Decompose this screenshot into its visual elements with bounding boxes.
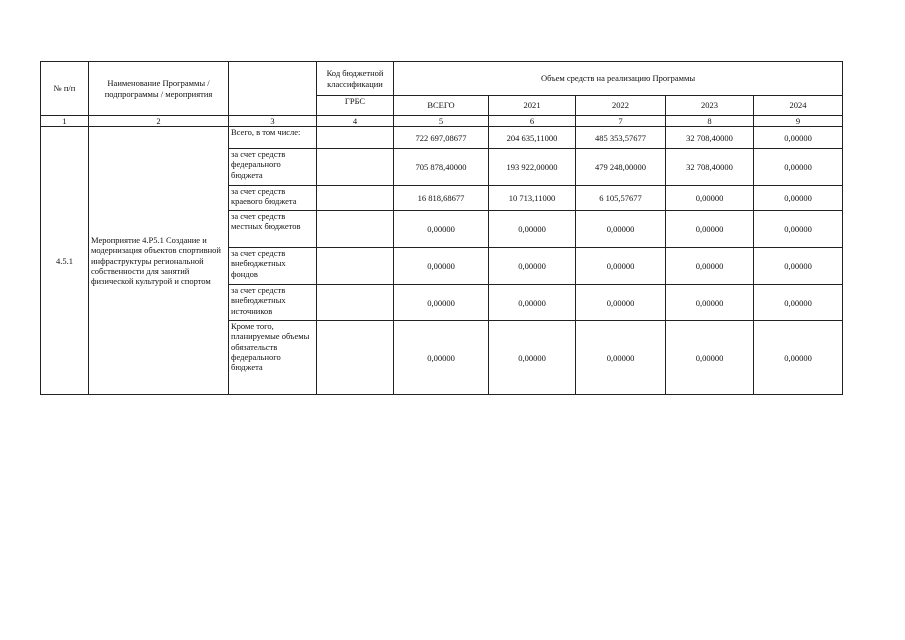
index-cell: 7 — [576, 116, 666, 127]
header-num: № п/п — [41, 62, 89, 116]
index-cell: 2 — [89, 116, 229, 127]
table-row — [41, 127, 843, 149]
row-label: за счет средств федерального бюджета — [229, 149, 317, 186]
row-2021: 0,00000 — [489, 321, 576, 395]
header-grbs: ГРБС — [317, 96, 394, 116]
row-2022: 0,00000 — [576, 321, 666, 395]
row-label: Всего, в том числе: — [229, 127, 317, 149]
row-total: 0,00000 — [394, 248, 489, 285]
row-2021: 10 713,11000 — [489, 186, 576, 211]
row-total: 0,00000 — [394, 285, 489, 321]
row-grbs — [317, 127, 394, 149]
row-2024: 0,00000 — [754, 127, 843, 149]
row-2022: 0,00000 — [576, 285, 666, 321]
row-2021: 0,00000 — [489, 211, 576, 248]
header-year-2024: 2024 — [754, 96, 843, 116]
row-2021: 0,00000 — [489, 248, 576, 285]
row-2024: 0,00000 — [754, 211, 843, 248]
row-2023: 0,00000 — [666, 321, 754, 395]
row-2022: 479 248,00000 — [576, 149, 666, 186]
row-2021: 193 922,00000 — [489, 149, 576, 186]
row-2024: 0,00000 — [754, 186, 843, 211]
header-volume: Объем средств на реализацию Программы — [394, 62, 843, 96]
item-name: Мероприятие 4.Р5.1 Создание и модернизация объектов спортивной инфраструктуры региональной собственности для занятий физической культурой и спортом — [89, 127, 229, 395]
row-2024: 0,00000 — [754, 248, 843, 285]
row-2023: 0,00000 — [666, 248, 754, 285]
row-label: за счет средств местных бюджетов — [229, 211, 317, 248]
index-cell: 5 — [394, 116, 489, 127]
header-year-2022: 2022 — [576, 96, 666, 116]
row-grbs — [317, 211, 394, 248]
header-row-1 — [41, 62, 843, 96]
row-label: за счет средств внебюджетных источников — [229, 285, 317, 321]
header-year-2021: 2021 — [489, 96, 576, 116]
row-2022: 0,00000 — [576, 211, 666, 248]
budget-table — [40, 61, 843, 395]
row-grbs — [317, 186, 394, 211]
index-cell: 6 — [489, 116, 576, 127]
row-2024: 0,00000 — [754, 149, 843, 186]
row-2024: 0,00000 — [754, 321, 843, 395]
row-total: 16 818,68677 — [394, 186, 489, 211]
row-total: 722 697,08677 — [394, 127, 489, 149]
row-2022: 6 105,57677 — [576, 186, 666, 211]
index-row — [41, 116, 843, 127]
row-2023: 0,00000 — [666, 211, 754, 248]
row-total: 705 878,40000 — [394, 149, 489, 186]
row-2023: 32 708,40000 — [666, 127, 754, 149]
row-total: 0,00000 — [394, 211, 489, 248]
index-cell: 1 — [41, 116, 89, 127]
item-number: 4.5.1 — [41, 127, 89, 395]
row-2022: 485 353,57677 — [576, 127, 666, 149]
header-empty — [229, 62, 317, 116]
row-total: 0,00000 — [394, 321, 489, 395]
header-name: Наименование Программы / подпрограммы / мероприятия — [89, 62, 229, 116]
row-grbs — [317, 248, 394, 285]
row-grbs — [317, 321, 394, 395]
row-label: за счет средств краевого бюджета — [229, 186, 317, 211]
row-grbs — [317, 285, 394, 321]
index-cell: 9 — [754, 116, 843, 127]
row-2023: 0,00000 — [666, 186, 754, 211]
header-total: ВСЕГО — [394, 96, 489, 116]
row-2022: 0,00000 — [576, 248, 666, 285]
row-label: Кроме того, планируемые объемы обязательств федерального бюджета — [229, 321, 317, 395]
header-code: Код бюджетной классификации — [317, 62, 394, 96]
row-label: за счет средств внебюджетных фондов — [229, 248, 317, 285]
row-2021: 204 635,11000 — [489, 127, 576, 149]
row-2023: 0,00000 — [666, 285, 754, 321]
index-cell: 4 — [317, 116, 394, 127]
row-2023: 32 708,40000 — [666, 149, 754, 186]
row-2021: 0,00000 — [489, 285, 576, 321]
index-cell: 3 — [229, 116, 317, 127]
row-grbs — [317, 149, 394, 186]
header-year-2023: 2023 — [666, 96, 754, 116]
index-cell: 8 — [666, 116, 754, 127]
row-2024: 0,00000 — [754, 285, 843, 321]
